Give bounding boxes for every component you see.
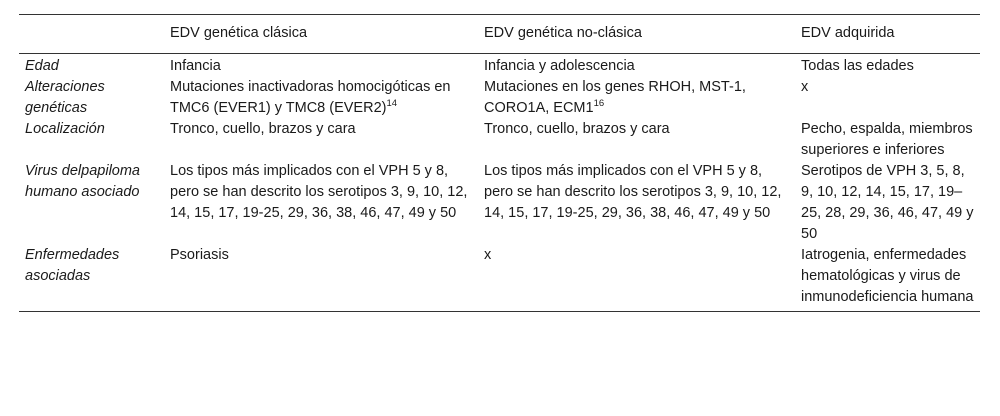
table-cell: x [484, 247, 492, 263]
table-cell: Infancia [170, 58, 221, 74]
table-cell: Serotipos de VPH 3, 5, 8, 9, 10, 12, 14, 15, 17, 19–25, 28, 29, 36, 46, 47, 49 y 50 [801, 163, 974, 242]
cell-text: Mutaciones en los genes RHOH, MST-1, CORO1A, ECM1 [484, 79, 746, 116]
table-cell: Tronco, cuello, brazos y cara [170, 121, 356, 137]
table-row [19, 119, 980, 161]
header-row [19, 15, 980, 54]
table-row [19, 245, 980, 312]
row-label: Virus delpapiloma humano asociado [25, 163, 140, 200]
table-cell: Todas las edades [801, 58, 914, 74]
table-cell: Psoriasis [170, 247, 229, 263]
table-row [19, 54, 980, 78]
table-cell: Infancia y adolescencia [484, 58, 635, 74]
row-label: Alteraciones genéticas [25, 79, 105, 116]
header-nonclassic: EDV genética no-clásica [484, 25, 642, 41]
reference-superscript: 14 [386, 98, 398, 110]
table-cell: x [801, 79, 809, 95]
header-classic: EDV genética clásica [170, 25, 308, 41]
table-cell: Los tipos más implicados con el VPH 5 y 8, pero se han descrito los serotipos 3, 9, 10, 12, 14, 15, 17, 19-25, 29, 36, 38, 46, 47, 49 y 50 [484, 163, 782, 221]
table-body [19, 54, 980, 312]
header-empty [19, 15, 164, 54]
row-label: Edad [25, 58, 59, 74]
table-header [19, 15, 980, 54]
table-cell: Iatrogenia, enfermedades hematológicas y virus de inmunodeficiencia humana [801, 247, 974, 305]
table-cell [478, 77, 795, 119]
table-cell: Los tipos más implicados con el VPH 5 y 8, pero se han descrito los serotipos 3, 9, 10, 12, 14, 15, 17, 19-25, 29, 36, 38, 46, 47, 49 y 50 [170, 163, 468, 221]
table-cell [164, 77, 478, 119]
header-acquired: EDV adquirida [801, 25, 895, 41]
table-row [19, 161, 980, 245]
cell-text: Mutaciones inactivadoras homocigóticas en TMC6 (EVER1) y TMC8 (EVER2) [170, 79, 451, 116]
table-cell: Tronco, cuello, brazos y cara [484, 121, 670, 137]
row-label: Localización [25, 121, 105, 137]
row-label: Enfermedades asociadas [25, 247, 120, 284]
comparison-table [19, 14, 980, 312]
table-row [19, 77, 980, 119]
reference-superscript: 16 [593, 98, 605, 110]
table-cell: Pecho, espalda, miembros superiores e inferiores [801, 121, 973, 158]
